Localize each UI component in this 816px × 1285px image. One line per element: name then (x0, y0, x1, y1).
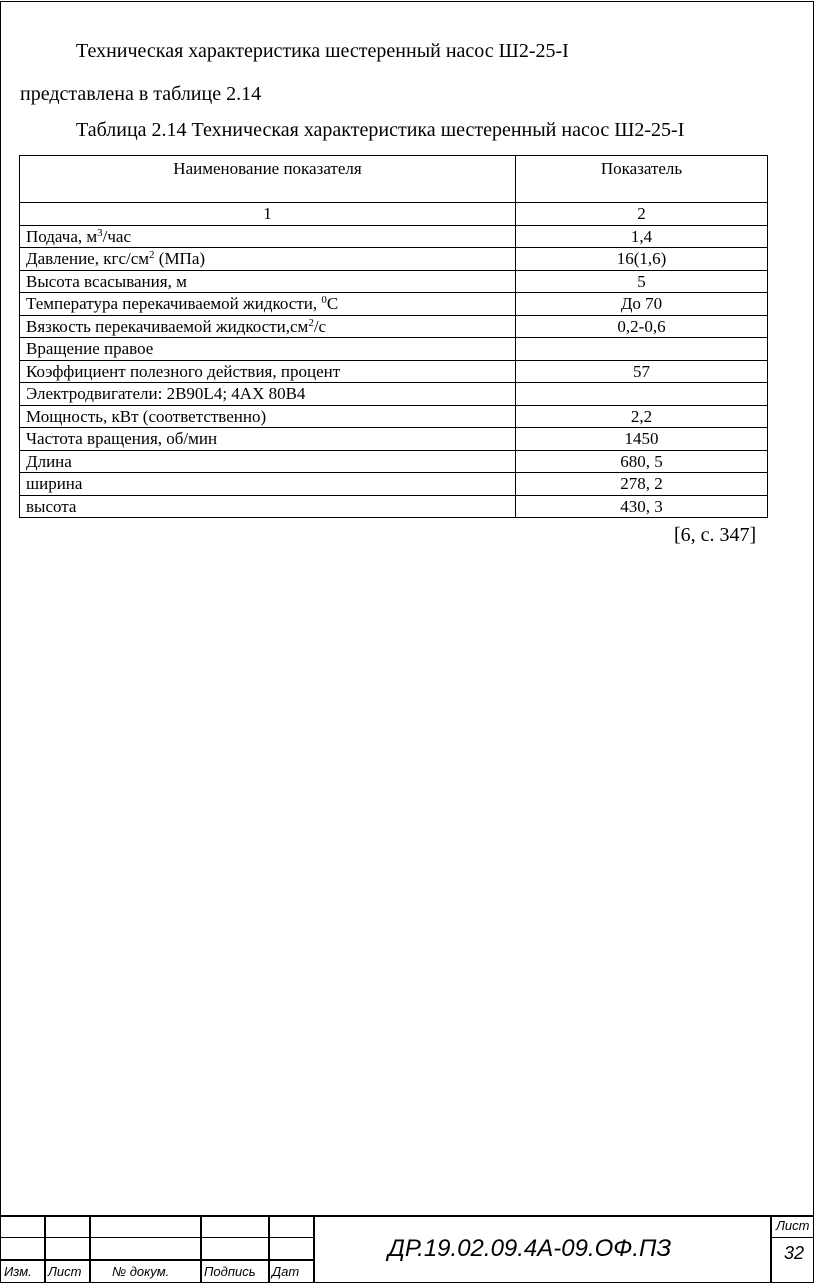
parameter-value: 278, 2 (516, 473, 768, 496)
table-caption: Таблица 2.14 Техническая характеристика шестеренный насос Ш2-25-I (76, 119, 685, 141)
parameter-value: 16(1,6) (516, 248, 768, 271)
parameter-value: 0,2-0,6 (516, 315, 768, 338)
parameter-unit: /с (313, 316, 327, 336)
parameter-value: 57 (516, 360, 768, 383)
parameter-text: Температура перекачиваемой жидкости, (26, 294, 322, 313)
stamp-label-change: Изм. (4, 1264, 32, 1279)
parameter-value: 430, 3 (516, 495, 768, 518)
stamp-line (770, 1237, 814, 1238)
table-row (20, 315, 768, 338)
table-row (20, 248, 768, 271)
stamp-line (0, 1215, 814, 1217)
stamp-line (268, 1215, 270, 1283)
stamp-line (0, 1259, 313, 1261)
header-value: Показатель (516, 156, 768, 203)
stamp-label-signature: Подпись (204, 1264, 256, 1279)
parameter-text: Подача, м (26, 226, 98, 246)
table-row (20, 338, 768, 361)
stamp-line (89, 1215, 91, 1283)
parameter-value (516, 383, 768, 406)
parameter-value (516, 338, 768, 361)
title-block (0, 1215, 814, 1283)
stamp-label-document: № докум. (112, 1264, 170, 1279)
stamp-line (44, 1215, 46, 1283)
column-number: 2 (516, 203, 768, 226)
parameter-text: Коэффициент полезного действия, процент (26, 361, 341, 381)
parameter-unit: (МПа) (154, 249, 206, 268)
table-row (20, 360, 768, 383)
parameter-name (20, 338, 516, 361)
parameter-text: Электродвигатели: 2В90L4; 4АХ 80В4 (26, 384, 306, 403)
intro-line-2: представлена в таблице 2.14 (20, 83, 262, 105)
stamp-line (0, 1237, 313, 1238)
parameter-name (20, 405, 516, 428)
parameter-name (20, 248, 516, 271)
table-row (20, 293, 768, 316)
unit-superscript: 2 (149, 249, 155, 261)
table-row (20, 383, 768, 406)
stamp-label-date: Дат (272, 1264, 300, 1279)
table-row (20, 428, 768, 451)
header-parameter: Наименование показателя (20, 156, 516, 203)
parameter-text: ширина (26, 474, 83, 493)
spec-table (19, 155, 768, 518)
table-row (20, 270, 768, 293)
parameter-name (20, 495, 516, 518)
parameter-text: Вязкость перекачиваемой жидкости,см (26, 316, 309, 336)
intro-line-1: Техническая характеристика шестеренный насос Ш2-25-I (76, 40, 569, 62)
parameter-name (20, 428, 516, 451)
parameter-value: 680, 5 (516, 450, 768, 473)
parameter-name (20, 293, 516, 316)
parameter-text: Вращение правое (26, 339, 154, 358)
table-row (20, 225, 768, 248)
unit-superscript: 3 (97, 226, 103, 239)
sheet-label: Лист (776, 1218, 810, 1233)
parameter-text: Давление, кгс/см (26, 249, 150, 268)
parameter-name (20, 383, 516, 406)
parameter-text: Высота всасывания, м (26, 271, 187, 291)
table-row (20, 473, 768, 496)
parameter-text: Длина (26, 451, 72, 471)
table-row (20, 495, 768, 518)
parameter-value: 1450 (516, 428, 768, 451)
parameter-text: высота (26, 496, 77, 516)
sheet-number: 32 (784, 1243, 805, 1263)
parameter-text: Мощность, кВт (соответственно) (26, 406, 267, 426)
parameter-value: 5 (516, 270, 768, 293)
parameter-value: 1,4 (516, 225, 768, 248)
table-row (20, 450, 768, 473)
parameter-name (20, 360, 516, 383)
stamp-line (200, 1215, 202, 1283)
parameter-unit: /час (102, 226, 132, 246)
table-row (20, 405, 768, 428)
parameter-name (20, 225, 516, 248)
stamp-label-sheet: Лист (48, 1264, 82, 1279)
column-number-row (20, 203, 768, 226)
stamp-line (770, 1215, 772, 1283)
stamp-line (313, 1215, 315, 1283)
document-number: ДР.19.02.09.4А-09.ОФ.ПЗ (388, 1235, 672, 1262)
parameter-unit: С (326, 294, 339, 313)
column-number: 1 (20, 203, 516, 226)
table-body (20, 225, 768, 518)
parameter-name (20, 473, 516, 496)
parameter-value: 2,2 (516, 405, 768, 428)
parameter-value: До 70 (516, 293, 768, 316)
parameter-name (20, 270, 516, 293)
table-header-row (20, 156, 768, 203)
unit-superscript: 2 (308, 316, 314, 329)
source-reference: [6, с. 347] (674, 524, 757, 546)
parameter-name (20, 450, 516, 473)
parameter-name (20, 315, 516, 338)
parameter-text: Частота вращения, об/мин (26, 429, 218, 448)
unit-superscript: 0 (321, 294, 327, 306)
